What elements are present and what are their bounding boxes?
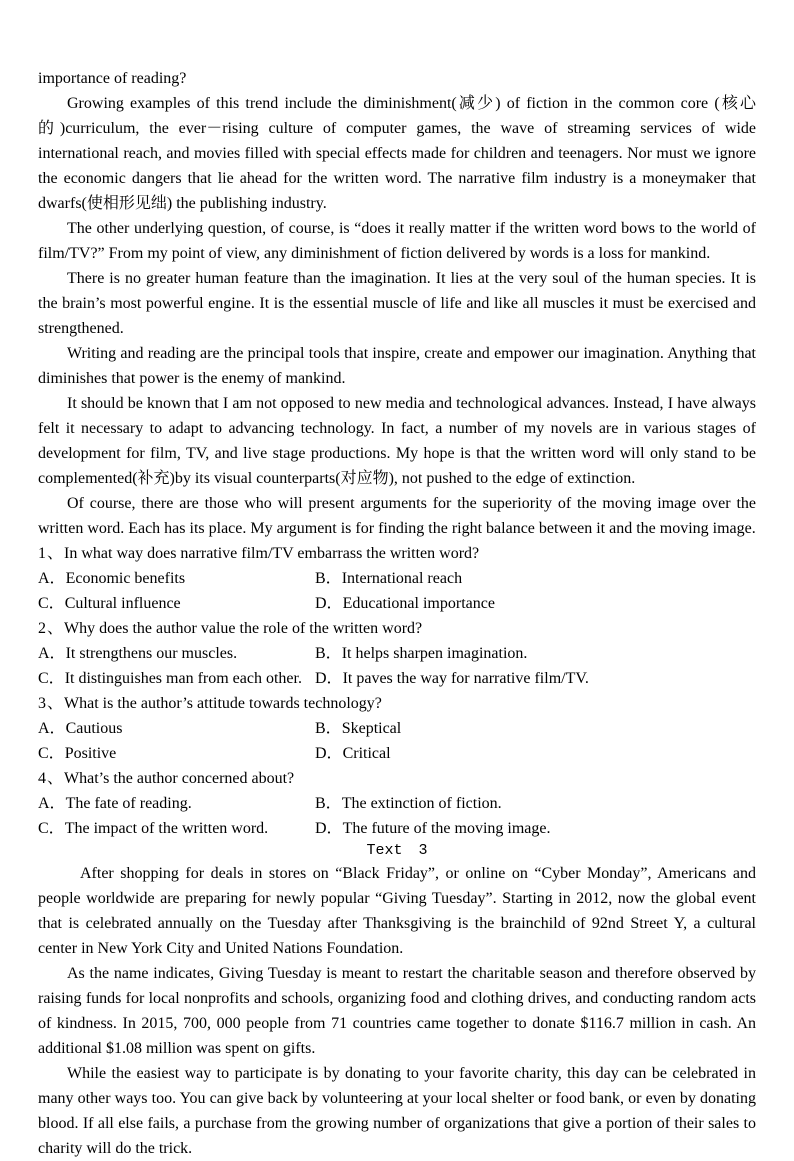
option-b-label: B． (315, 570, 342, 587)
passage-paragraph-5: It should be known that I am not opposed to new media and technological advances. Instead, I have always felt it necessary to adapt to advancing technology. In fact, a number of my novels are in various stages of development for film, TV, and live stage productions. My hope is that the written word will only stand to be complemented(补充)by its visual counterparts(对应物), not pushed to the edge of extinction. (38, 395, 756, 487)
question-1 (38, 541, 756, 616)
option-c-label: C． (38, 820, 65, 837)
option-a-text: Economic benefits (65, 570, 186, 587)
option-b-text: Skeptical (341, 720, 402, 737)
option-a-label: A． (38, 645, 66, 662)
question-4-text (38, 766, 756, 791)
option-d-text: The future of the moving image. (342, 820, 551, 837)
question-4 (38, 766, 756, 841)
option-d-label: D． (315, 820, 343, 837)
passage-paragraph-6: Of course, there are those who will present arguments for the superiority of the moving image over the written word. Each has its place. My argument is for finding the right balance between it and the moving image. (38, 495, 756, 537)
question-3-number: 3、 (38, 695, 65, 712)
question-1-option-b (315, 566, 756, 591)
option-a-label: A． (38, 570, 66, 587)
passage-continuation-line: importance of reading? (38, 70, 187, 87)
passage-paragraph-3: There is no greater human feature than the imagination. It lies at the very soul of the human species. It is the brain’s most powerful engine. It is the essential muscle of life and like all muscles it must be exercised and strengthened. (38, 270, 756, 337)
question-3-option-a (38, 716, 315, 741)
option-b-label: B． (315, 795, 342, 812)
question-4-option-b (315, 791, 756, 816)
question-2-stem: Why does the author value the role of the written word? (64, 620, 423, 637)
question-2-options (38, 641, 756, 691)
passage-paragraph-4: Writing and reading are the principal tools that inspire, create and empower our imagination. Anything that diminishes that power is the enemy of mankind. (38, 345, 756, 387)
question-3-option-c (38, 741, 315, 766)
passage-paragraph-1: Growing examples of this trend include the diminishment(减少) of fiction in the common core (核心的)curriculum, the ever－rising culture of computer games, the wave of streaming services of wide international reach, and movies filled with special effects made for children and teenagers. Nor must we ignore the economic dangers that lie ahead for the written word. The narrative film industry is a moneymaker that dwarfs(使相形见绌) the publishing industry. (38, 95, 756, 212)
option-a-label: A． (38, 795, 66, 812)
option-b-label: B． (315, 720, 342, 737)
option-d-label: D． (315, 745, 343, 762)
question-3 (38, 691, 756, 766)
question-1-option-d (315, 591, 756, 616)
option-c-text: Positive (64, 745, 117, 762)
option-c-label: C． (38, 595, 65, 612)
question-3-option-b (315, 716, 756, 741)
option-c-text: It distinguishes man from each other. (64, 670, 302, 687)
question-4-option-a (38, 791, 315, 816)
option-a-text: It strengthens our muscles. (65, 645, 238, 662)
question-4-stem: What’s the author concerned about? (64, 770, 295, 787)
option-a-text: The fate of reading. (65, 795, 192, 812)
option-c-label: C． (38, 745, 65, 762)
question-2-option-c (38, 666, 315, 691)
option-c-text: Cultural influence (64, 595, 181, 612)
text3-heading: Text 3 (366, 842, 428, 859)
passage-paragraph-2: The other underlying question, of course, is “does it really matter if the written word bows to the world of film/TV?” From my point of view, any diminishment of fiction delivered by words is a loss for mankind. (38, 220, 756, 262)
option-d-text: Critical (342, 745, 391, 762)
question-4-option-c (38, 816, 315, 841)
question-3-options (38, 716, 756, 766)
question-2-option-d (315, 666, 756, 691)
question-3-text (38, 691, 756, 716)
question-2-option-b (315, 641, 756, 666)
text3-paragraph-3: While the easiest way to participate is by donating to your favorite charity, this day can be celebrated in many other ways too. You can give back by volunteering at your local shelter or food bank, or even by donating blood. If all else fails, a purchase from the growing number of organizations that give a portion of their sales to charity will do the trick. (38, 1065, 756, 1157)
question-1-text (38, 541, 756, 566)
question-2-text (38, 616, 756, 641)
option-b-text: It helps sharpen imagination. (341, 645, 528, 662)
question-2 (38, 616, 756, 691)
question-1-option-c (38, 591, 315, 616)
question-1-option-a (38, 566, 315, 591)
question-4-options (38, 791, 756, 841)
question-4-option-d (315, 816, 756, 841)
question-1-number: 1、 (38, 545, 65, 562)
question-1-stem: In what way does narrative film/TV embarrass the written word? (64, 545, 480, 562)
option-b-text: International reach (341, 570, 463, 587)
option-c-label: C． (38, 670, 65, 687)
text3-paragraph-1: After shopping for deals in stores on “Black Friday”, or online on “Cyber Monday”, Americans and people worldwide are preparing for newly popular “Giving Tuesday”. Starting in 2012, now the global event that is celebrated annually on the Tuesday after Thanksgiving is the brainchild of 92nd Street Y, a cultural center in New York City and United Nations Foundation. (38, 865, 756, 957)
option-d-text: It paves the way for narrative film/TV. (342, 670, 589, 687)
text3-paragraph-2: As the name indicates, Giving Tuesday is meant to restart the charitable season and therefore observed by raising funds for local nonprofits and schools, organizing food and clothing drives, and conducting random acts of kindness. In 2015, 700, 000 people from 71 countries came together to donate $116.7 million in cash. An additional $1.08 million was spent on gifts. (38, 965, 756, 1057)
option-b-text: The extinction of fiction. (341, 795, 502, 812)
option-a-label: A． (38, 720, 66, 737)
question-3-option-d (315, 741, 756, 766)
option-b-label: B． (315, 645, 342, 662)
option-d-text: Educational importance (342, 595, 495, 612)
question-3-stem: What is the author’s attitude towards technology? (64, 695, 382, 712)
question-4-number: 4、 (38, 770, 65, 787)
option-d-label: D． (315, 670, 343, 687)
option-d-label: D． (315, 595, 343, 612)
question-1-options (38, 566, 756, 616)
question-2-number: 2、 (38, 620, 65, 637)
question-2-option-a (38, 641, 315, 666)
option-a-text: Cautious (65, 720, 123, 737)
option-c-text: The impact of the written word. (64, 820, 269, 837)
